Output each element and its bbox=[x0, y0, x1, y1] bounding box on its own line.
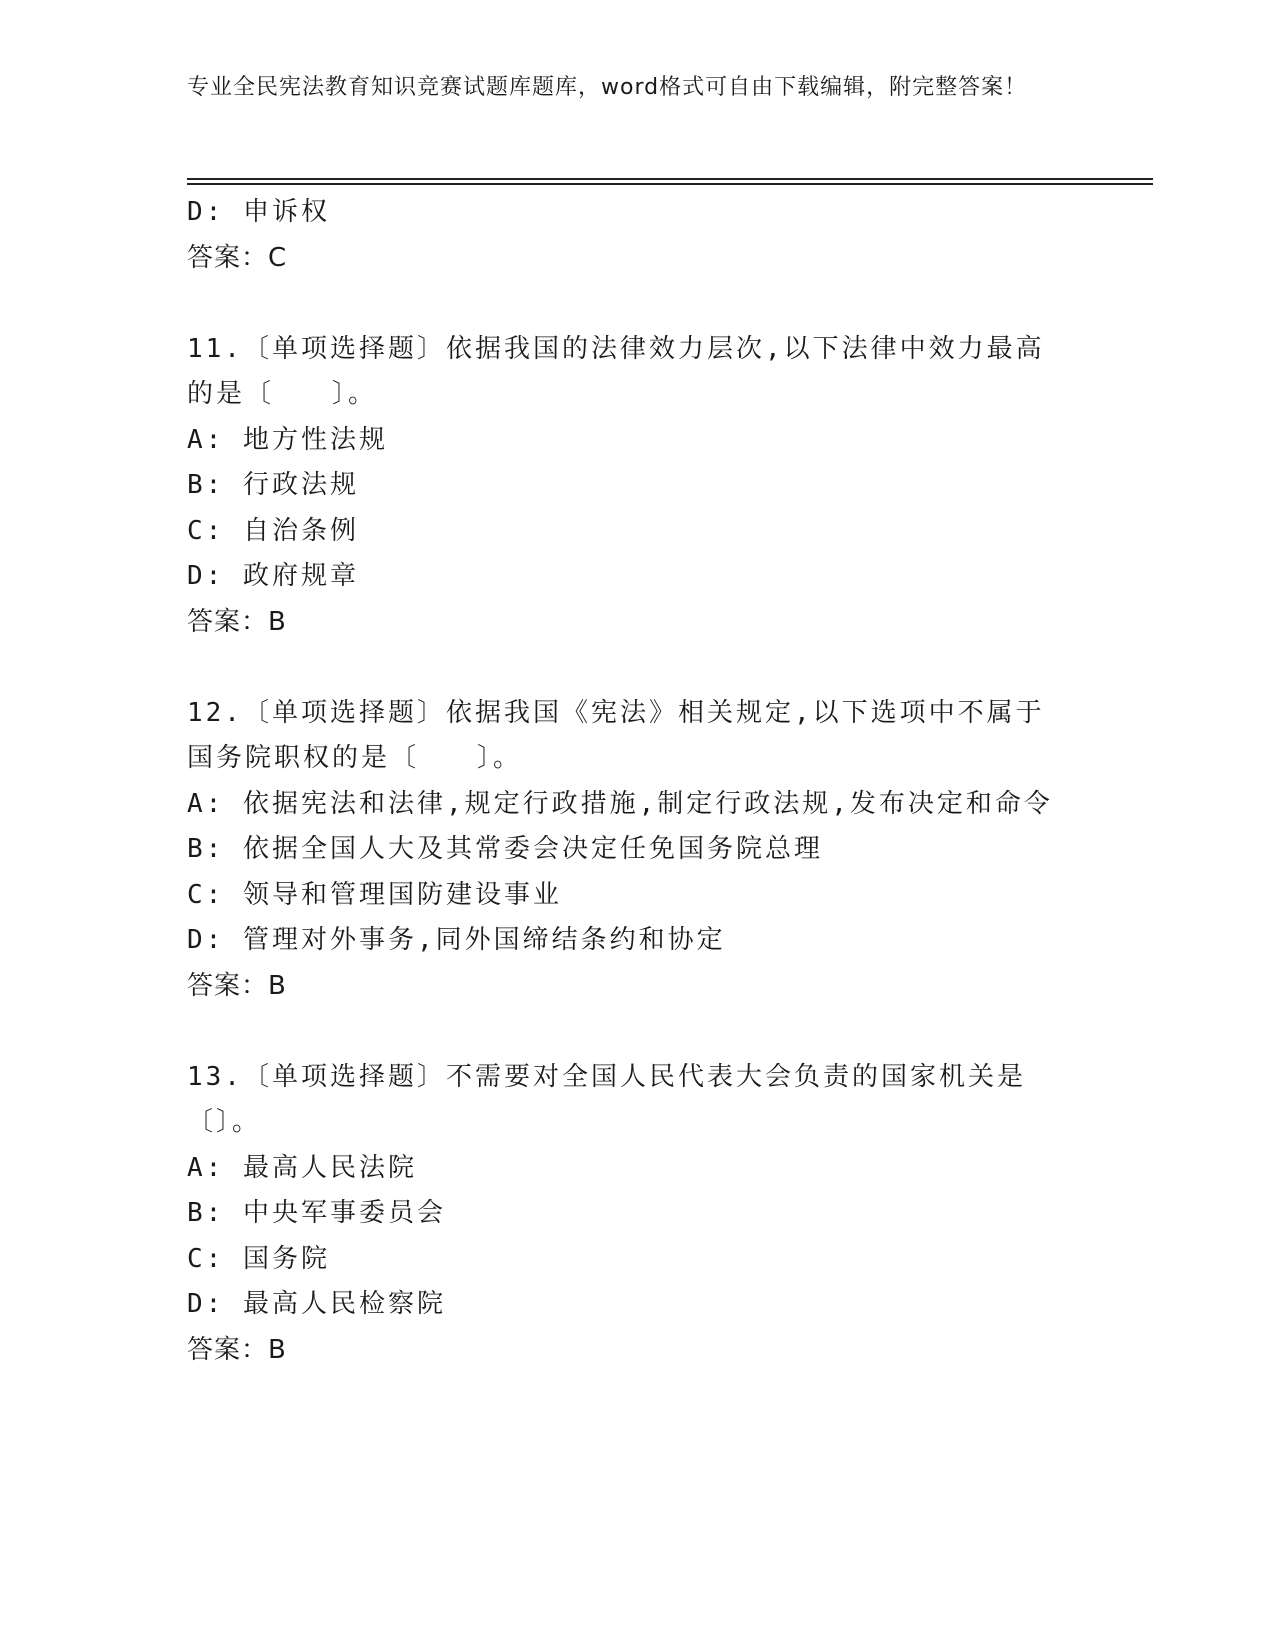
header-divider-top bbox=[187, 178, 1153, 180]
option-d: D: 管理对外事务,同外国缔结条约和协定 bbox=[187, 925, 726, 955]
question-content bbox=[187, 190, 1067, 1373]
question-stem: 11.〔单项选择题〕依据我国的法律效力层次,以下法律中效力最高的是〔 〕。 bbox=[187, 333, 1045, 409]
option-d: D: 政府规章 bbox=[187, 561, 359, 591]
option-a: A: 最高人民法院 bbox=[187, 1152, 417, 1183]
option-c: C: 自治条例 bbox=[187, 515, 359, 546]
answer: 答案：B bbox=[187, 606, 287, 637]
option-a: A: 地方性法规 bbox=[187, 424, 388, 455]
option-d: D: 最高人民检察院 bbox=[187, 1289, 446, 1319]
question-stem: 12.〔单项选择题〕依据我国《宪法》相关规定,以下选项中不属于国务院职权的是〔 〕。 bbox=[187, 697, 1045, 773]
document-header: 专业全民宪法教育知识竞赛试题库题库，word格式可自由下载编辑，附完整答案！ bbox=[187, 75, 1028, 100]
answer: 答案：B bbox=[187, 1334, 287, 1365]
spacer bbox=[187, 1009, 1067, 1055]
option-b: B: 行政法规 bbox=[187, 470, 359, 500]
carryover-option-d: D: 申诉权 bbox=[187, 197, 330, 227]
spacer bbox=[187, 645, 1067, 691]
answer: 答案：B bbox=[187, 970, 287, 1001]
option-c: C: 领导和管理国防建设事业 bbox=[187, 879, 562, 910]
option-b: B: 中央军事委员会 bbox=[187, 1198, 446, 1228]
option-b: B: 依据全国人大及其常委会决定任免国务院总理 bbox=[187, 834, 823, 864]
spacer bbox=[187, 281, 1067, 327]
carryover-answer: 答案：C bbox=[187, 242, 288, 273]
option-a: A: 依据宪法和法律,规定行政措施,制定行政法规,发布决定和命令 bbox=[187, 788, 1053, 819]
question-stem: 13.〔单项选择题〕不需要对全国人民代表大会负责的国家机关是〔〕。 bbox=[187, 1061, 1026, 1137]
question-block-11 bbox=[187, 327, 1067, 646]
option-c: C: 国务院 bbox=[187, 1243, 330, 1274]
header-divider-bottom bbox=[187, 183, 1153, 185]
question-block-12 bbox=[187, 691, 1067, 1010]
question-block-13 bbox=[187, 1055, 1067, 1374]
